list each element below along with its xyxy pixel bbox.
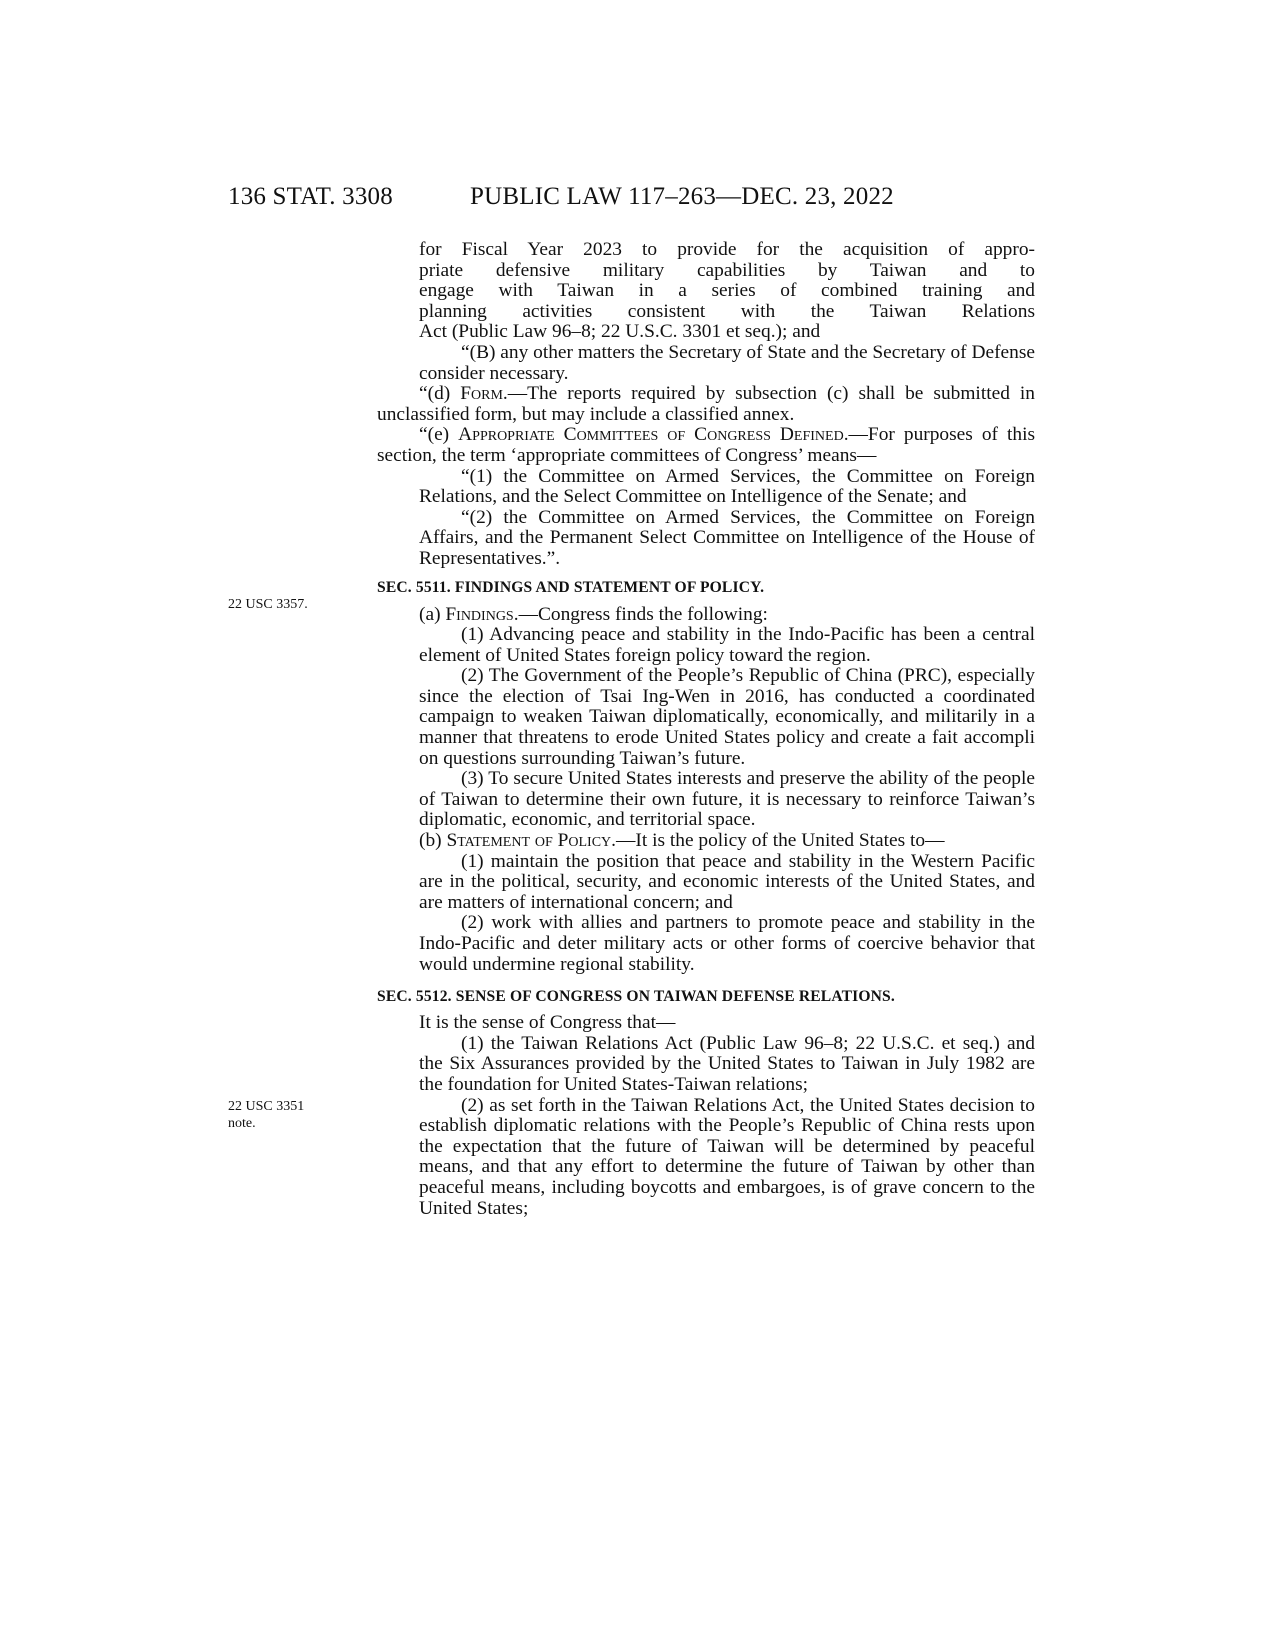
subsection-label: “(e) bbox=[419, 424, 459, 446]
finding-3: (3) To secure United States interests and preserve the ability of the people of Taiwan to determine their own future, it is necessary to reinforce Taiwan’s diplomatic, economic, and territorial space. bbox=[419, 768, 1035, 831]
paragraph-e2: “(2) the Committee on Armed Services, the Committee on Foreign Affairs, and the Permanent Select Committee on Intelligence of the House of Representatives.”. bbox=[419, 506, 1035, 569]
text-line: planning activities consistent with the Taiwan Relations bbox=[419, 300, 1035, 322]
subsection-findings bbox=[377, 605, 1035, 626]
subsection-heading: Appropriate Committees of Congress Defined bbox=[458, 424, 844, 446]
text-line: for Fiscal Year 2023 to provide for the acquisition of appro- bbox=[419, 239, 1035, 260]
subsection-d bbox=[377, 384, 1035, 425]
subsection-heading: Form bbox=[460, 383, 503, 405]
running-header: PUBLIC LAW 117–263—DEC. 23, 2022 bbox=[470, 183, 894, 210]
subsection-heading: Findings bbox=[445, 603, 514, 625]
finding-2: (2) The Government of the People’s Republic of China (PRC), especially since the election of Tsai Ing-Wen in 2016, has conducted a coordinated campaign to weaken Taiwan diplomatically, economically, and militarily in a manner that threatens to erode United States policy and create a fait accompli on questions surrounding Taiwan’s future. bbox=[419, 665, 1035, 769]
subsection-text: .—The reports required by subsection (c) shall be submitted in unclassified form, but may include a classified annex. bbox=[377, 383, 1035, 425]
subsection-text: .—Congress finds the following: bbox=[513, 603, 768, 625]
subsection-text: .—It is the policy of the United States to— bbox=[611, 830, 945, 852]
statute-page-number: 136 STAT. 3308 bbox=[228, 183, 393, 210]
text-line: Act (Public Law 96–8; 22 U.S.C. 3301 et seq.); and bbox=[419, 321, 821, 343]
sense-2: (2) as set forth in the Taiwan Relations Act, the United States decision to establish diplomatic relations with the People’s Republic of China rests upon the expectation that the future of Taiwan will be determined by peaceful means, and that any effort to determine the future of Taiwan by other than peaceful means, including boycotts and embargoes, is of grave concern to the United States; bbox=[419, 1094, 1035, 1219]
sense-1: (1) the Taiwan Relations Act (Public Law 96–8; 22 U.S.C. et seq.) and the Six Assurances provided by the United States to Taiwan in July 1982 are the foundation for United States-Taiwan relations; bbox=[419, 1032, 1035, 1095]
policy-2: (2) work with allies and partners to promote peace and stability in the Indo-Pacific and deter military acts or other forms of coercive behavior that would undermine regional stability. bbox=[419, 912, 1035, 975]
margin-note-usc-3351 bbox=[228, 1098, 304, 1132]
margin-note-line: 22 USC 3351 bbox=[228, 1099, 305, 1114]
paragraph-a-continuation bbox=[377, 240, 1035, 343]
text-line: engage with Taiwan in a series of combined training and bbox=[419, 280, 1035, 302]
margin-note-usc-3357: 22 USC 3357. bbox=[228, 597, 308, 612]
sense-intro: It is the sense of Congress that— bbox=[419, 1012, 676, 1034]
subsection-text: .—For purposes of this section, the term ‘appropriate committees of Congress’ means— bbox=[377, 424, 1036, 466]
margin-note-line: note. bbox=[228, 1116, 256, 1131]
policy-1: (1) maintain the position that peace and stability in the Western Pacific are in the political, security, and economic interests of the United States, and are matters of international concern; and bbox=[419, 850, 1035, 913]
text-line: priate defensive military capabilities by Taiwan and to bbox=[419, 259, 1035, 281]
section-heading-5511: SEC. 5511. FINDINGS AND STATEMENT OF POLICY. bbox=[377, 578, 765, 596]
subsection-label: (a) bbox=[419, 603, 446, 625]
section-heading-5512: SEC. 5512. SENSE OF CONGRESS ON TAIWAN DEFENSE RELATIONS. bbox=[377, 988, 895, 1006]
subsection-label: (b) bbox=[419, 830, 447, 852]
subsection-e bbox=[377, 425, 1035, 466]
document-body bbox=[377, 240, 1035, 1219]
subsection-statement-of-policy bbox=[377, 831, 1035, 852]
paragraph-e1: “(1) the Committee on Armed Services, the Committee on Foreign Relations, and the Select Committee on Intelligence of the Senate; and bbox=[419, 465, 1035, 508]
paragraph-b: “(B) any other matters the Secretary of State and the Secretary of Defense consider necessary. bbox=[419, 341, 1035, 384]
subsection-label: “(d) bbox=[419, 383, 461, 405]
subsection-heading: Statement of Policy bbox=[446, 830, 612, 852]
finding-1: (1) Advancing peace and stability in the Indo-Pacific has been a central element of United States foreign policy toward the region. bbox=[419, 624, 1035, 666]
